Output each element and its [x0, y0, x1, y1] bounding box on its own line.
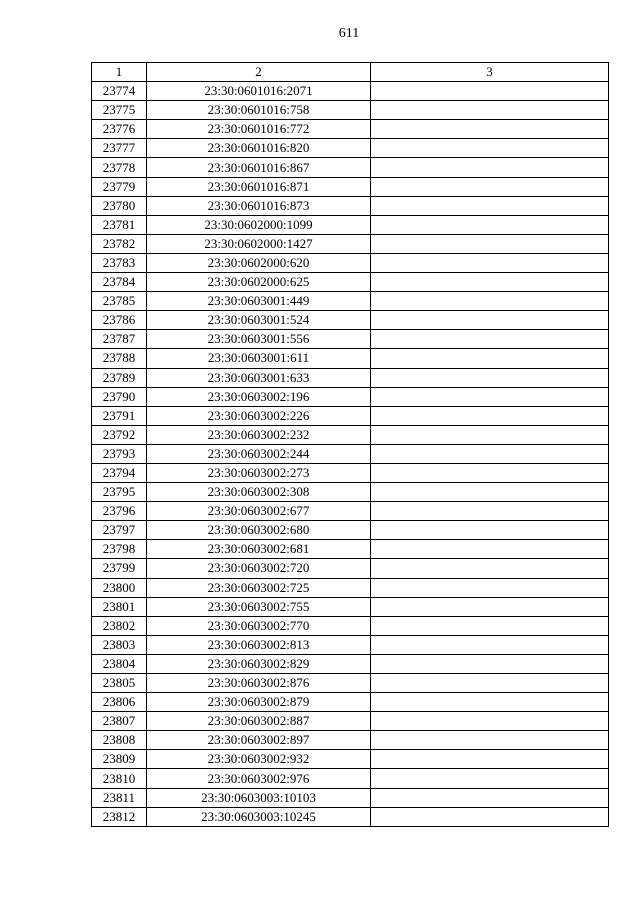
notes-cell — [371, 82, 609, 101]
notes-cell — [371, 788, 609, 807]
cadastral-number-cell: 23:30:0603002:725 — [147, 578, 371, 597]
cadastral-number-cell: 23:30:0603002:876 — [147, 674, 371, 693]
column-header-1: 1 — [92, 63, 147, 82]
notes-cell — [371, 521, 609, 540]
cadastral-number-cell: 23:30:0601016:867 — [147, 158, 371, 177]
row-number-cell: 23798 — [92, 540, 147, 559]
column-header-3: 3 — [371, 63, 609, 82]
table-row — [92, 521, 609, 540]
notes-cell — [371, 483, 609, 502]
table-row — [92, 750, 609, 769]
table-row — [92, 368, 609, 387]
row-number-cell: 23796 — [92, 502, 147, 521]
notes-cell — [371, 616, 609, 635]
table-row — [92, 196, 609, 215]
table-header — [92, 63, 609, 82]
cadastral-number-cell: 23:30:0603003:10103 — [147, 788, 371, 807]
table-row — [92, 559, 609, 578]
notes-cell — [371, 196, 609, 215]
row-number-cell: 23785 — [92, 292, 147, 311]
cadastral-number-cell: 23:30:0601016:758 — [147, 101, 371, 120]
cadastral-number-cell: 23:30:0603002:720 — [147, 559, 371, 578]
cadastral-number-cell: 23:30:0601016:772 — [147, 120, 371, 139]
table-row — [92, 215, 609, 234]
notes-cell — [371, 654, 609, 673]
cadastral-number-cell: 23:30:0603001:449 — [147, 292, 371, 311]
cadastral-number-cell: 23:30:0603002:681 — [147, 540, 371, 559]
cadastral-number-cell: 23:30:0603001:633 — [147, 368, 371, 387]
table-row — [92, 177, 609, 196]
cadastral-number-cell: 23:30:0603002:232 — [147, 425, 371, 444]
notes-cell — [371, 120, 609, 139]
cadastral-number-cell: 23:30:0603002:879 — [147, 693, 371, 712]
notes-cell — [371, 215, 609, 234]
table-row — [92, 234, 609, 253]
table-body — [92, 82, 609, 827]
table-row — [92, 292, 609, 311]
table-row — [92, 769, 609, 788]
notes-cell — [371, 807, 609, 826]
notes-cell — [371, 674, 609, 693]
row-number-cell: 23786 — [92, 311, 147, 330]
table-row — [92, 483, 609, 502]
notes-cell — [371, 769, 609, 788]
table-row — [92, 349, 609, 368]
cadastral-number-cell: 23:30:0603002:308 — [147, 483, 371, 502]
table-row — [92, 406, 609, 425]
table-row — [92, 540, 609, 559]
row-number-cell: 23790 — [92, 387, 147, 406]
table-row — [92, 311, 609, 330]
table-row — [92, 502, 609, 521]
row-number-cell: 23804 — [92, 654, 147, 673]
notes-cell — [371, 444, 609, 463]
row-number-cell: 23791 — [92, 406, 147, 425]
notes-cell — [371, 234, 609, 253]
table-row — [92, 578, 609, 597]
cadastral-number-cell: 23:30:0603002:770 — [147, 616, 371, 635]
cadastral-number-cell: 23:30:0603002:244 — [147, 444, 371, 463]
row-number-cell: 23799 — [92, 559, 147, 578]
row-number-cell: 23781 — [92, 215, 147, 234]
table-row — [92, 273, 609, 292]
cadastral-number-cell: 23:30:0602000:625 — [147, 273, 371, 292]
row-number-cell: 23802 — [92, 616, 147, 635]
cadastral-number-cell: 23:30:0603002:226 — [147, 406, 371, 425]
header-row — [92, 63, 609, 82]
cadastral-number-cell: 23:30:0603002:813 — [147, 635, 371, 654]
row-number-cell: 23792 — [92, 425, 147, 444]
cadastral-number-cell: 23:30:0603002:932 — [147, 750, 371, 769]
notes-cell — [371, 139, 609, 158]
table-row — [92, 139, 609, 158]
cadastral-number-cell: 23:30:0603001:524 — [147, 311, 371, 330]
row-number-cell: 23810 — [92, 769, 147, 788]
cadastral-number-cell: 23:30:0603002:680 — [147, 521, 371, 540]
cadastral-number-cell: 23:30:0601016:873 — [147, 196, 371, 215]
row-number-cell: 23797 — [92, 521, 147, 540]
notes-cell — [371, 635, 609, 654]
cadastral-number-cell: 23:30:0603002:897 — [147, 731, 371, 750]
notes-cell — [371, 693, 609, 712]
table-row — [92, 463, 609, 482]
row-number-cell: 23808 — [92, 731, 147, 750]
row-number-cell: 23801 — [92, 597, 147, 616]
row-number-cell: 23775 — [92, 101, 147, 120]
table-row — [92, 444, 609, 463]
table-row — [92, 597, 609, 616]
row-number-cell: 23776 — [92, 120, 147, 139]
notes-cell — [371, 349, 609, 368]
notes-cell — [371, 177, 609, 196]
notes-cell — [371, 292, 609, 311]
cadastral-number-cell: 23:30:0603002:887 — [147, 712, 371, 731]
table-row — [92, 731, 609, 750]
row-number-cell: 23787 — [92, 330, 147, 349]
notes-cell — [371, 502, 609, 521]
notes-cell — [371, 158, 609, 177]
cadastral-number-cell: 23:30:0603003:10245 — [147, 807, 371, 826]
row-number-cell: 23774 — [92, 82, 147, 101]
row-number-cell: 23811 — [92, 788, 147, 807]
cadastral-number-cell: 23:30:0602000:1427 — [147, 234, 371, 253]
cadastral-number-cell: 23:30:0601016:2071 — [147, 82, 371, 101]
table-row — [92, 616, 609, 635]
notes-cell — [371, 273, 609, 292]
row-number-cell: 23794 — [92, 463, 147, 482]
table-row — [92, 788, 609, 807]
row-number-cell: 23812 — [92, 807, 147, 826]
notes-cell — [371, 311, 609, 330]
notes-cell — [371, 463, 609, 482]
notes-cell — [371, 712, 609, 731]
row-number-cell: 23806 — [92, 693, 147, 712]
cadastral-number-cell: 23:30:0603002:196 — [147, 387, 371, 406]
row-number-cell: 23788 — [92, 349, 147, 368]
column-header-2: 2 — [147, 63, 371, 82]
notes-cell — [371, 387, 609, 406]
row-number-cell: 23803 — [92, 635, 147, 654]
cadastral-number-cell: 23:30:0601016:871 — [147, 177, 371, 196]
cadastral-number-cell: 23:30:0603002:755 — [147, 597, 371, 616]
cadastral-number-cell: 23:30:0603001:611 — [147, 349, 371, 368]
cadastral-number-cell: 23:30:0603002:829 — [147, 654, 371, 673]
cadastral-number-cell: 23:30:0603001:556 — [147, 330, 371, 349]
notes-cell — [371, 101, 609, 120]
row-number-cell: 23778 — [92, 158, 147, 177]
notes-cell — [371, 330, 609, 349]
table-row — [92, 654, 609, 673]
notes-cell — [371, 368, 609, 387]
table-row — [92, 101, 609, 120]
cadastral-number-cell: 23:30:0603002:273 — [147, 463, 371, 482]
table-row — [92, 120, 609, 139]
row-number-cell: 23793 — [92, 444, 147, 463]
row-number-cell: 23782 — [92, 234, 147, 253]
row-number-cell: 23777 — [92, 139, 147, 158]
notes-cell — [371, 597, 609, 616]
registry-table — [91, 62, 609, 827]
row-number-cell: 23800 — [92, 578, 147, 597]
row-number-cell: 23805 — [92, 674, 147, 693]
cadastral-number-cell: 23:30:0602000:1099 — [147, 215, 371, 234]
row-number-cell: 23783 — [92, 253, 147, 272]
table-row — [92, 253, 609, 272]
page-number: 611 — [338, 26, 360, 41]
table-row — [92, 330, 609, 349]
table-row — [92, 635, 609, 654]
notes-cell — [371, 253, 609, 272]
table-row — [92, 674, 609, 693]
cadastral-number-cell: 23:30:0603002:677 — [147, 502, 371, 521]
row-number-cell: 23795 — [92, 483, 147, 502]
table-row — [92, 158, 609, 177]
notes-cell — [371, 731, 609, 750]
cadastral-number-cell: 23:30:0603002:976 — [147, 769, 371, 788]
notes-cell — [371, 425, 609, 444]
notes-cell — [371, 578, 609, 597]
table-row — [92, 712, 609, 731]
cadastral-number-cell: 23:30:0602000:620 — [147, 253, 371, 272]
row-number-cell: 23779 — [92, 177, 147, 196]
notes-cell — [371, 540, 609, 559]
row-number-cell: 23789 — [92, 368, 147, 387]
notes-cell — [371, 406, 609, 425]
notes-cell — [371, 750, 609, 769]
table-row — [92, 693, 609, 712]
row-number-cell: 23784 — [92, 273, 147, 292]
table-row — [92, 387, 609, 406]
table-row — [92, 425, 609, 444]
table-row — [92, 807, 609, 826]
table-row — [92, 82, 609, 101]
row-number-cell: 23807 — [92, 712, 147, 731]
row-number-cell: 23809 — [92, 750, 147, 769]
cadastral-number-cell: 23:30:0601016:820 — [147, 139, 371, 158]
row-number-cell: 23780 — [92, 196, 147, 215]
notes-cell — [371, 559, 609, 578]
